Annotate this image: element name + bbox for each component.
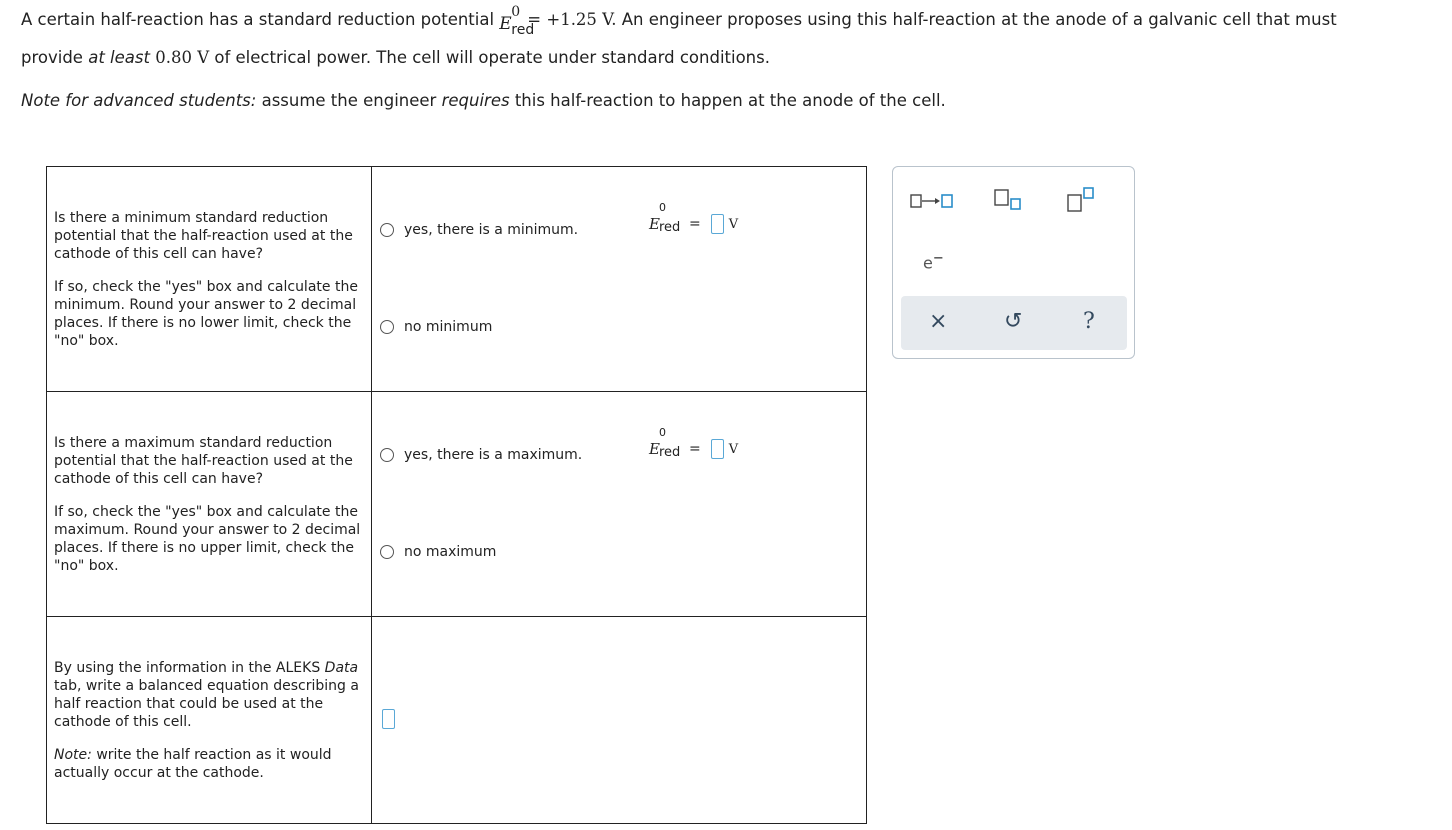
e-letter: E [499, 13, 512, 34]
reaction-arrow-icon[interactable] [909, 193, 957, 209]
emphasis-text: requires [441, 91, 510, 110]
minimum-answer-input[interactable] [711, 214, 724, 234]
option-no-maximum[interactable] [380, 544, 496, 560]
e-superscript: 0 [659, 201, 666, 214]
radio-no-minimum[interactable] [380, 320, 394, 334]
e-red-symbol [499, 3, 535, 38]
note-text [54, 746, 364, 782]
question-text: Is there a maximum standard reduction potential that the half-reaction used at the cathode of this cell can have? [54, 435, 353, 487]
subscript-icon[interactable] [993, 188, 1027, 212]
option-label: yes, there is a maximum. [404, 447, 583, 463]
question-row-minimum [47, 167, 867, 392]
unit-label: V [728, 216, 739, 232]
instruction-text: If so, check the "yes" box and calculate the maximum. Round your answer to 2 decimal places. If there is no upper limit, check the "no" box. [54, 504, 361, 574]
e-letter: E [649, 215, 660, 233]
question-row-equation [47, 617, 867, 824]
problem-line-2 [21, 48, 770, 67]
e-red-symbol [649, 201, 685, 241]
equals-sign: = [689, 216, 701, 232]
clear-icon[interactable]: × [929, 309, 948, 334]
problem-text: of electrical power. The cell will operate under standard conditions. [214, 48, 770, 67]
question-text-part: By using the information in the ALEKS [54, 660, 321, 676]
note-label: Note: [54, 747, 92, 763]
note-label: Note for advanced students: [21, 91, 257, 110]
e-superscript: 0 [659, 426, 666, 439]
e-subscript: red [659, 445, 681, 460]
maximum-equation [649, 426, 739, 466]
problem-text: An engineer proposes using this half-reaction at the anode of a galvanic cell that must [621, 10, 1337, 29]
e-superscript: 0 [511, 3, 521, 20]
answer-cell [372, 167, 867, 392]
electron-symbol: e [923, 253, 933, 273]
question-cell [47, 617, 372, 824]
superscript-icon[interactable] [1066, 186, 1100, 214]
e-letter: E [649, 440, 660, 458]
option-no-minimum[interactable] [380, 319, 492, 335]
electron-button[interactable] [923, 251, 944, 272]
note-body: write the half reaction as it would actually occur at the cathode. [54, 747, 332, 781]
option-label: yes, there is a minimum. [404, 222, 579, 238]
answer-cell [372, 617, 867, 824]
problem-text: A certain half-reaction has a standard reduction potential [21, 10, 495, 29]
e-subscript: red [511, 21, 535, 38]
action-toolbar [901, 296, 1127, 350]
problem-text: assume the engineer [261, 91, 437, 110]
problem-text: provide [21, 48, 83, 67]
question-text [54, 659, 364, 731]
radio-yes-minimum[interactable] [380, 223, 394, 237]
question-text: Is there a minimum standard reduction potential that the half-reaction used at the cathode of this cell can have? [54, 210, 353, 262]
question-cell [47, 392, 372, 617]
electron-charge: − [932, 251, 944, 266]
advanced-note [21, 91, 946, 110]
problem-text: this half-reaction to happen at the anode of the cell. [514, 91, 946, 110]
e-subscript: red [659, 220, 681, 235]
emphasis-text: at least [88, 48, 150, 67]
minimum-equation [649, 201, 739, 241]
question-table [46, 166, 867, 824]
option-yes-minimum[interactable] [380, 222, 578, 238]
option-label: no maximum [404, 544, 497, 560]
option-label: no minimum [404, 319, 493, 335]
option-yes-maximum[interactable] [380, 447, 582, 463]
given-potential: = +1.25 V. [527, 10, 617, 29]
undo-icon[interactable]: ↺ [1004, 309, 1023, 334]
question-text-part: tab, write a balanced equation describing a half reaction that could be used at the cathode of this cell. [54, 678, 359, 730]
radio-yes-maximum[interactable] [380, 448, 394, 462]
half-reaction-input[interactable] [382, 709, 395, 729]
help-icon[interactable]: ? [1083, 309, 1095, 334]
answer-cell [372, 392, 867, 617]
radio-no-maximum[interactable] [380, 545, 394, 559]
problem-line-1 [21, 3, 1337, 38]
tool-palette [892, 166, 1135, 359]
instruction-text: If so, check the "yes" box and calculate the minimum. Round your answer to 2 decimal places. If there is no lower limit, check the "no" box. [54, 279, 358, 349]
equals-sign: = [689, 441, 701, 457]
question-row-maximum [47, 392, 867, 617]
e-red-symbol [649, 426, 685, 466]
question-cell [47, 167, 372, 392]
maximum-answer-input[interactable] [711, 439, 724, 459]
required-voltage: 0.80 V [155, 48, 210, 67]
data-tab-label: Data [324, 660, 359, 676]
unit-label: V [728, 441, 739, 457]
